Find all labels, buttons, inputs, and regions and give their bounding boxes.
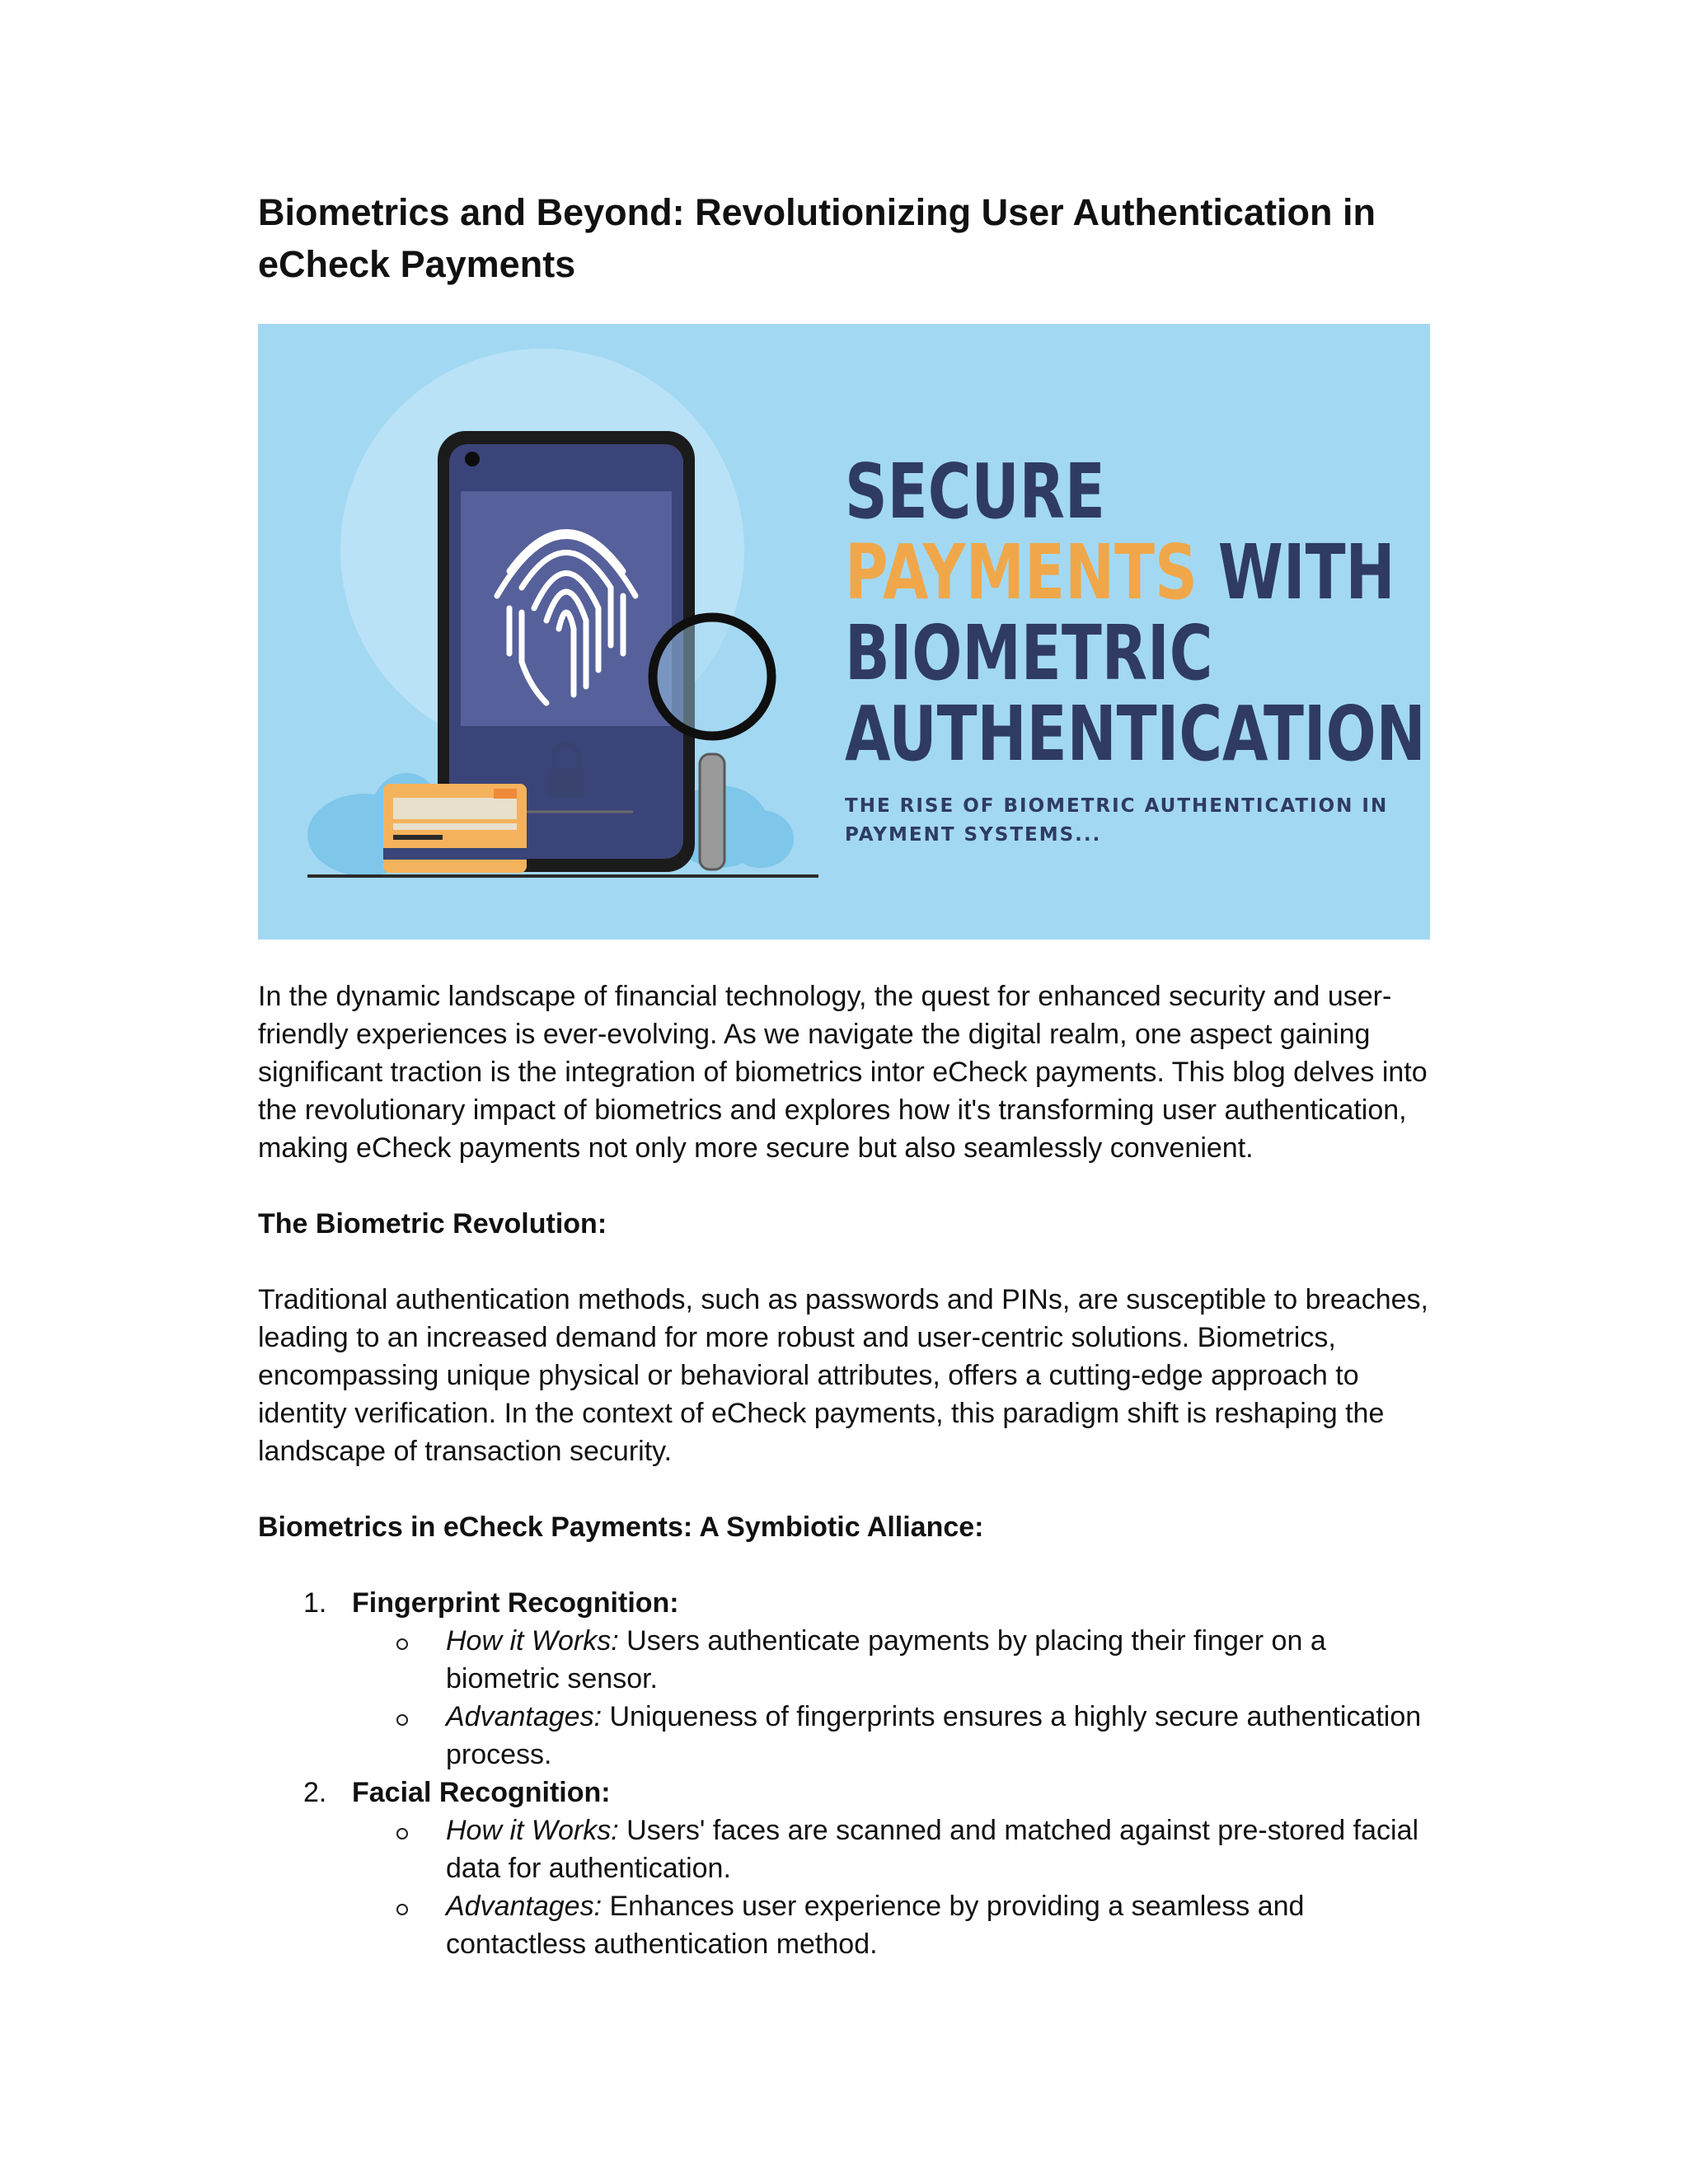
list-item-facial <box>258 1774 1437 1963</box>
detail-item <box>352 1811 1437 1887</box>
hero-headline-line4: AUTHENTICATION <box>845 690 1426 778</box>
section-heading-biometric-revolution: The Biometric Revolution: <box>258 1208 607 1240</box>
circle-bullet-icon <box>396 1904 408 1915</box>
list-number: 1. <box>303 1587 327 1619</box>
detail-item <box>352 1887 1437 1963</box>
detail-label: Advantages: <box>446 1701 603 1732</box>
hero-headline-line3: BIOMETRIC <box>845 609 1213 697</box>
hero-banner <box>258 324 1430 940</box>
method-title: Facial Recognition: <box>352 1777 611 1808</box>
detail-text: Users' faces are scanned and matched against pre-stored facial data for authentication. <box>446 1815 1419 1884</box>
detail-label: How it Works: <box>446 1625 619 1657</box>
hero-subtitle-line1: THE RISE OF BIOMETRIC AUTHENTICATION IN <box>845 795 1389 817</box>
detail-item <box>352 1698 1437 1774</box>
intro-paragraph: In the dynamic landscape of financial technology, the quest for enhanced security and user-friendly experiences is ever-evolving. As we navigate the digital realm, one aspect gaining significant traction is the integration of biometrics intor eCheck payments. This blog delves into the revolutionary impact of biometrics and explores how it's transforming user authentication, making eCheck payments not only more secure but also seamlessly convenient. <box>258 981 1428 1164</box>
method-details <box>352 1811 1437 1963</box>
method-details <box>352 1622 1437 1774</box>
hero-highlight-word: PAYMENTS <box>845 528 1198 616</box>
biometric-revolution-paragraph: Traditional authentication methods, such as passwords and PINs, are susceptible to breaches, leading to an increased demand for more robust and user-centric solutions. Biometrics, encompassing unique physical or behavioral attributes, offers a cutting-edge approach to identity verification. In the context of eCheck payments, this paradigm shift is reshaping the landscape of transaction security. <box>258 1284 1428 1467</box>
list-number: 2. <box>303 1777 327 1808</box>
hero-headline-word: WITH <box>1197 528 1395 616</box>
detail-text: Users authenticate payments by placing their finger on a biometric sensor. <box>446 1625 1326 1694</box>
circle-bullet-icon <box>396 1828 408 1840</box>
document-page <box>258 186 1437 1963</box>
detail-label: Advantages: <box>446 1891 603 1922</box>
detail-item <box>352 1622 1437 1698</box>
list-item-fingerprint <box>258 1584 1437 1774</box>
hero-headline-line2 <box>845 528 1395 616</box>
detail-label: How it Works: <box>446 1815 619 1846</box>
circle-bullet-icon <box>396 1638 408 1650</box>
method-title: Fingerprint Recognition: <box>352 1587 679 1619</box>
detail-text: Enhances user experience by providing a seamless and contactless authentication method. <box>446 1891 1305 1960</box>
circle-bullet-icon <box>396 1714 408 1726</box>
section-heading-symbiotic-alliance: Biometrics in eCheck Payments: A Symbiotic Alliance: <box>258 1511 984 1543</box>
detail-text: Uniqueness of fingerprints ensures a highly secure authentication process. <box>446 1701 1422 1770</box>
hero-headline-line1: SECURE <box>845 448 1105 536</box>
hero-subtitle-line2: PAYMENT SYSTEMS... <box>845 824 1102 846</box>
page-title: Biometrics and Beyond: Revolutionizing User Authentication in eCheck Payments <box>258 191 1376 285</box>
biometric-methods-list <box>258 1584 1437 1963</box>
hero-illustration <box>258 324 1430 940</box>
